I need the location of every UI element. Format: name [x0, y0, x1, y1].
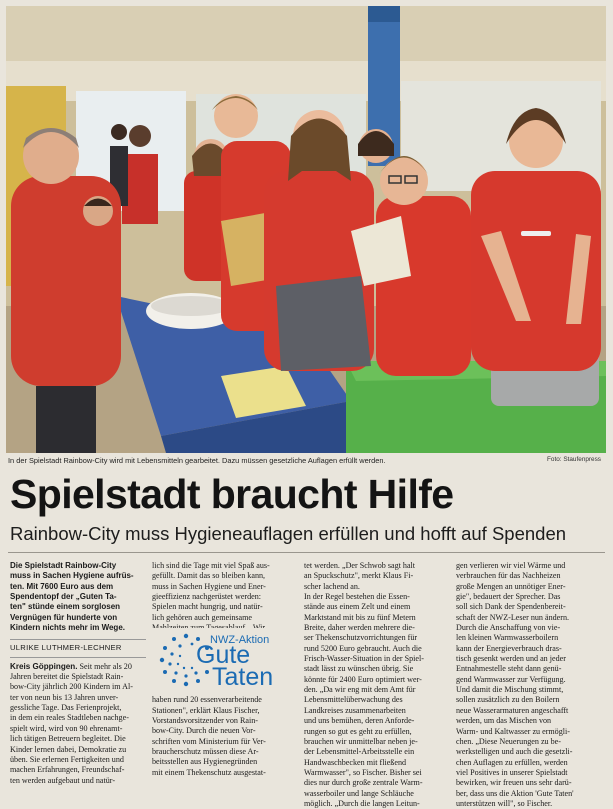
- body-line: bewirken, wir freuen uns sehr darü-: [456, 778, 572, 788]
- body-line: werden, um das Mischen von: [456, 716, 552, 726]
- body-line: gie", bedauert der Sprecher. Das: [456, 592, 561, 602]
- body-line: Landkreises zusammenarbeiten: [304, 705, 406, 715]
- body-line: beitsstellen aus Hygienegründen: [152, 757, 258, 767]
- body-line: verbrauchen für das Nachheizen: [456, 571, 561, 581]
- body-line: mit einem Thekenschutz ausgestat-: [152, 767, 266, 777]
- nwz-gute-taten-logo: [152, 628, 304, 690]
- body-line: bow-City jährlich 200 Kindern im Al-: [10, 682, 133, 692]
- logo-wordmark: [196, 641, 274, 691]
- body-line: Frisch-Wasser-Situation in der Spiel-: [304, 654, 424, 664]
- body-line: gen verlieren wir viel Wärme und: [456, 561, 566, 570]
- body-line: lich gehören auch gemeinsame: [152, 612, 253, 622]
- body-line: gessliche Tage. Das Ferienprojekt,: [10, 703, 122, 713]
- body-line: Vorstandsvorsitzender von Rain-: [152, 716, 258, 726]
- body-line: unterstützen will", so Fischer.: [456, 798, 553, 808]
- body-line: brauchen wir unmittelbar neben je-: [304, 736, 418, 746]
- body-line: soll sich Dank der Spendenbereit-: [456, 602, 566, 612]
- body-line: sollen zusätzlich zu den Boilern: [456, 695, 560, 705]
- body-line: braucherschutz müssen diese Ar-: [152, 747, 259, 757]
- body-line: rungen so gut es geht zu erfüllen,: [304, 726, 412, 736]
- body-line: [10, 662, 146, 672]
- body-line: Warm- und Kaltwasser zu ermögli-: [456, 726, 570, 736]
- body-line: kann der Energieverbrauch dras-: [456, 643, 562, 653]
- body-line: Handwaschbecken mit fließend: [304, 757, 407, 767]
- divider: [8, 552, 605, 553]
- body-line: haben rund 20 essenverarbeitende: [152, 695, 262, 705]
- body-line: len kleinen Warmwasserboilern: [456, 633, 559, 643]
- body-line: Spielen macht hungrig, und natür-: [152, 602, 263, 612]
- article-body-col1: [10, 662, 146, 786]
- body-line: der Lebensmittel-Arbeitsstelle ein: [304, 747, 415, 757]
- body-line: ter von neun bis 13 Jahren unver-: [10, 692, 119, 702]
- body-line: schriften vom Ministerium für Ver-: [152, 736, 266, 746]
- teaser-line: Spendentopf der „Guten Ta-: [10, 592, 117, 602]
- logo-word-1: Gute: [196, 641, 251, 669]
- body-line: ser Thekenschutzvorrichtungen für: [304, 633, 418, 643]
- body-line: lich tätigen Betreuern begleitet. Die: [10, 734, 126, 744]
- article-photo: [6, 6, 606, 453]
- body-line: neue Wasserarmaturen angeschafft: [456, 705, 569, 715]
- body-line: wasserboiler und lange Schläuche: [304, 788, 414, 798]
- body-line: könnte für 2400 Euro optimiert wer-: [304, 674, 422, 684]
- body-line: gieeffizienz nachgerüstet werden:: [152, 592, 262, 602]
- body-line: muss in Sachen Hygiene und Ener-: [152, 581, 266, 591]
- teaser-line: muss in Sachen Hygiene aufrüs-: [10, 571, 134, 581]
- body-line: viel Positives in unserer Spielstadt: [456, 767, 568, 777]
- column-3: [304, 561, 450, 809]
- body-line: In der Regel bestehen die Essen-: [304, 592, 410, 602]
- body-line: gefüllt. Damit das so bleiben kann,: [152, 571, 266, 581]
- body-line: chen Auflagen zu erfüllen, werden: [456, 757, 568, 767]
- body-line: spielt wird, wird von 90 ehrenamt-: [10, 723, 123, 733]
- logo-word-2: Taten: [212, 663, 274, 691]
- body-line: werkstelligen und auch die gesetzli-: [456, 747, 573, 757]
- body-line: und uns bemühen, deren Anforde-: [304, 716, 415, 726]
- body-line: in dem ein reales Stadtleben nachge-: [10, 713, 129, 723]
- teaser-line: ten" stünde einem sorglosen: [10, 602, 121, 612]
- body-line: den. „Da wir eng mit dem Amt für: [304, 685, 416, 695]
- body-line: Durch die Anschaffung von vie-: [456, 623, 561, 633]
- body-line: ber, dass uns die Aktion 'Gute Taten': [456, 788, 574, 798]
- dateline: Kreis Göppingen.: [10, 661, 78, 671]
- body-line: schaft der NWZ-Leser nun ändern.: [456, 612, 570, 622]
- body-line: tet werden. „Der Schwob sagt halt: [304, 561, 416, 570]
- body-line: gend Warmwasser zur Verfügung.: [456, 674, 566, 684]
- body-line: tisch gesenkt werden und an jeder: [456, 654, 566, 664]
- author-byline: ULRIKE LUTHMER-LECHNER: [10, 639, 146, 657]
- body-line: ten werden aufgebaut und natür-: [10, 775, 116, 785]
- column-1: [10, 561, 146, 786]
- body-line: dies nur durch große zentrale Warm-: [304, 778, 423, 788]
- body-line: Warmwasser", so Fischer. Bisher sei: [304, 767, 422, 777]
- headline: Spielstadt braucht Hilfe: [10, 471, 454, 517]
- body-line: Stationen", erklärt Klaus Fischer,: [152, 705, 260, 715]
- body-line: lich sind die Tage mit viel Spaß aus-: [152, 561, 270, 570]
- body-line: chen. „Diese Neuerungen zu be-: [456, 736, 561, 746]
- body-line: Und damit die Mischung stimmt,: [456, 685, 564, 695]
- body-line: Breite, daher werden mehrere die-: [304, 623, 415, 633]
- body-line: machen Erfahrungen, Freundschaf-: [10, 765, 125, 775]
- body-line: Kinder lernen dabei, Demokratie zu: [10, 744, 127, 754]
- body-line: an Spuckschutz", merkt Klaus Fi-: [304, 571, 414, 581]
- body-line: große Mengen an unnötiger Ener-: [456, 581, 566, 591]
- body-line: Lebensmittelüberwachung des: [304, 695, 403, 705]
- body-line: Entnahmestelle steht dann genü-: [456, 664, 562, 674]
- body-line: stände aus einem Zelt und einem: [304, 602, 411, 612]
- body-line: Marktstand mit bis zu fünf Metern: [304, 612, 416, 622]
- teaser-line: Kindern nichts mehr im Wege.: [10, 623, 125, 633]
- logo-label: NWZ-Aktion: [210, 634, 270, 646]
- teaser-line: ten. Mit 7600 Euro aus dem: [10, 581, 114, 591]
- teaser-line: Vergnügen für hunderte von: [10, 612, 118, 622]
- photo-caption: In der Spielstadt Rainbow-City wird mit Lebensmitteln gearbeitet. Dazu müssen gesetzliche Auflagen erfüllt werden.: [8, 456, 386, 465]
- photo-credit: Foto: Staufenpress: [547, 456, 601, 463]
- teaser-line: Die Spielstadt Rainbow-City: [10, 561, 117, 570]
- photo-illustration: [6, 6, 606, 453]
- body-line: rund 5200 Euro gebraucht. Auch die: [304, 643, 422, 653]
- body-line: scher lachend an.: [304, 581, 360, 591]
- body-text: Seit mehr als 20: [77, 661, 132, 671]
- column-4: [456, 561, 604, 809]
- body-line: Jahren bereitet die Spielstadt Rain-: [10, 672, 124, 682]
- body-line: möglich. „Durch die langen Leitun-: [304, 798, 420, 808]
- body-line: üben. Sie erlernen Fertigkeiten und: [10, 754, 124, 764]
- body-line: stadt lässt zu wünschen übrig. Sie: [304, 664, 414, 674]
- subheadline: Rainbow-City muss Hygieneauflagen erfüllen und hofft auf Spenden: [10, 523, 567, 544]
- body-line: bow-City. Durch die neuen Vor-: [152, 726, 256, 736]
- teaser: [10, 561, 146, 633]
